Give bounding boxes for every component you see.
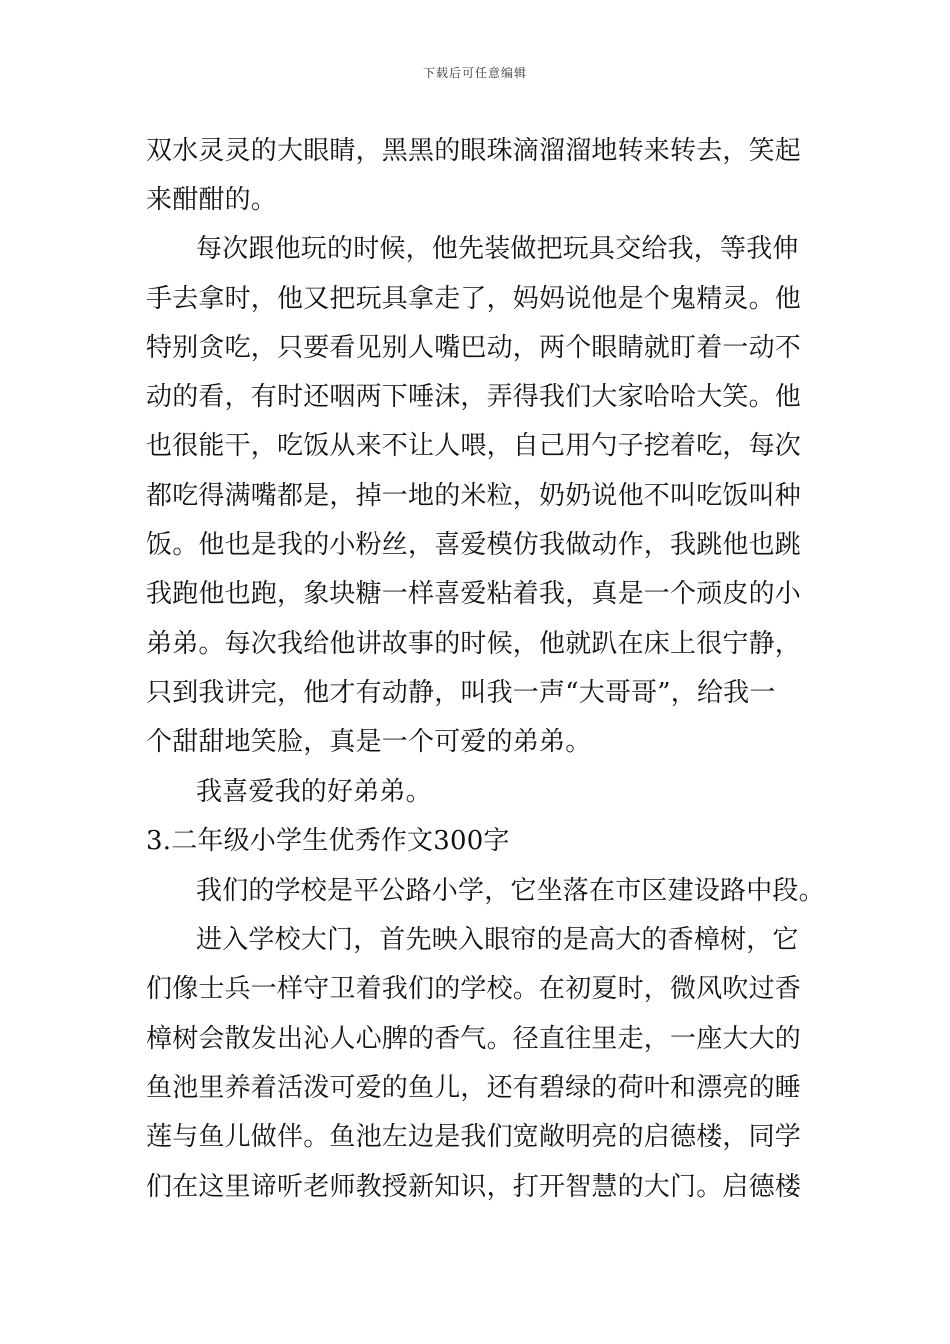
text-line: 来酣酣的。 (146, 185, 278, 215)
text-line: 们在这里谛听老师教授新知识，打开智慧的大门。启德楼 (146, 1172, 802, 1202)
paragraph-start-line: 我们的学校是平公路小学，它坐落在市区建设路中段。 (196, 876, 825, 906)
page-header: 下载后可任意编辑 (422, 66, 527, 80)
text-line: 手去拿时，他又把玩具拿走了，妈妈说他是个鬼精灵。他 (146, 284, 802, 314)
text-line: 都吃得满嘴都是，掉一地的米粒，奶奶说他不叫吃饭叫种 (146, 481, 802, 511)
text-line: 动的看，有时还咽两下唾沫，弄得我们大家哈哈大笑。他 (146, 382, 802, 412)
text-line: 我跑他也跑，象块糖一样喜爱粘着我，真是一个顽皮的小 (146, 579, 802, 609)
text-line: 鱼池里养着活泼可爱的鱼儿，还有碧绿的荷叶和漂亮的睡 (146, 1073, 802, 1103)
text-line: 个甜甜地笑脸，真是一个可爱的弟弟。 (146, 727, 592, 757)
text-line: 饭。他也是我的小粉丝，喜爱模仿我做动作，我跳他也跳 (146, 530, 802, 560)
text-line: 们像士兵一样守卫着我们的学校。在初夏时，微风吹过香 (146, 974, 802, 1004)
text-line: 也很能干，吃饭从来不让人喂，自己用勺子挖着吃，每次 (146, 431, 802, 461)
paragraph-start-line: 我喜爱我的好弟弟。 (196, 777, 432, 807)
paragraph-start-line: 每次跟他玩的时候，他先装做把玩具交给我，等我伸 (196, 234, 799, 264)
text-line: 莲与鱼儿做伴。鱼池左边是我们宽敞明亮的启德楼，同学 (146, 1122, 802, 1152)
text-line: 樟树会散发出沁人心脾的香气。径直往里走，一座大大的 (146, 1024, 802, 1054)
paragraph-start-line: 进入学校大门，首先映入眼帘的是高大的香樟树，它 (196, 925, 799, 955)
section-heading: 3.二年级小学生优秀作文300字 (146, 826, 510, 856)
text-line: 特别贪吃，只要看见别人嘴巴动，两个眼睛就盯着一动不 (146, 333, 802, 363)
text-line: 弟弟。每次我给他讲故事的时候，他就趴在床上很宁静， (146, 629, 802, 659)
text-line: 只到我讲完，他才有动静，叫我一声“大哥哥”，给我一 (146, 678, 776, 708)
text-line: 双水灵灵的大眼睛，黑黑的眼珠滴溜溜地转来转去，笑起 (146, 136, 802, 166)
